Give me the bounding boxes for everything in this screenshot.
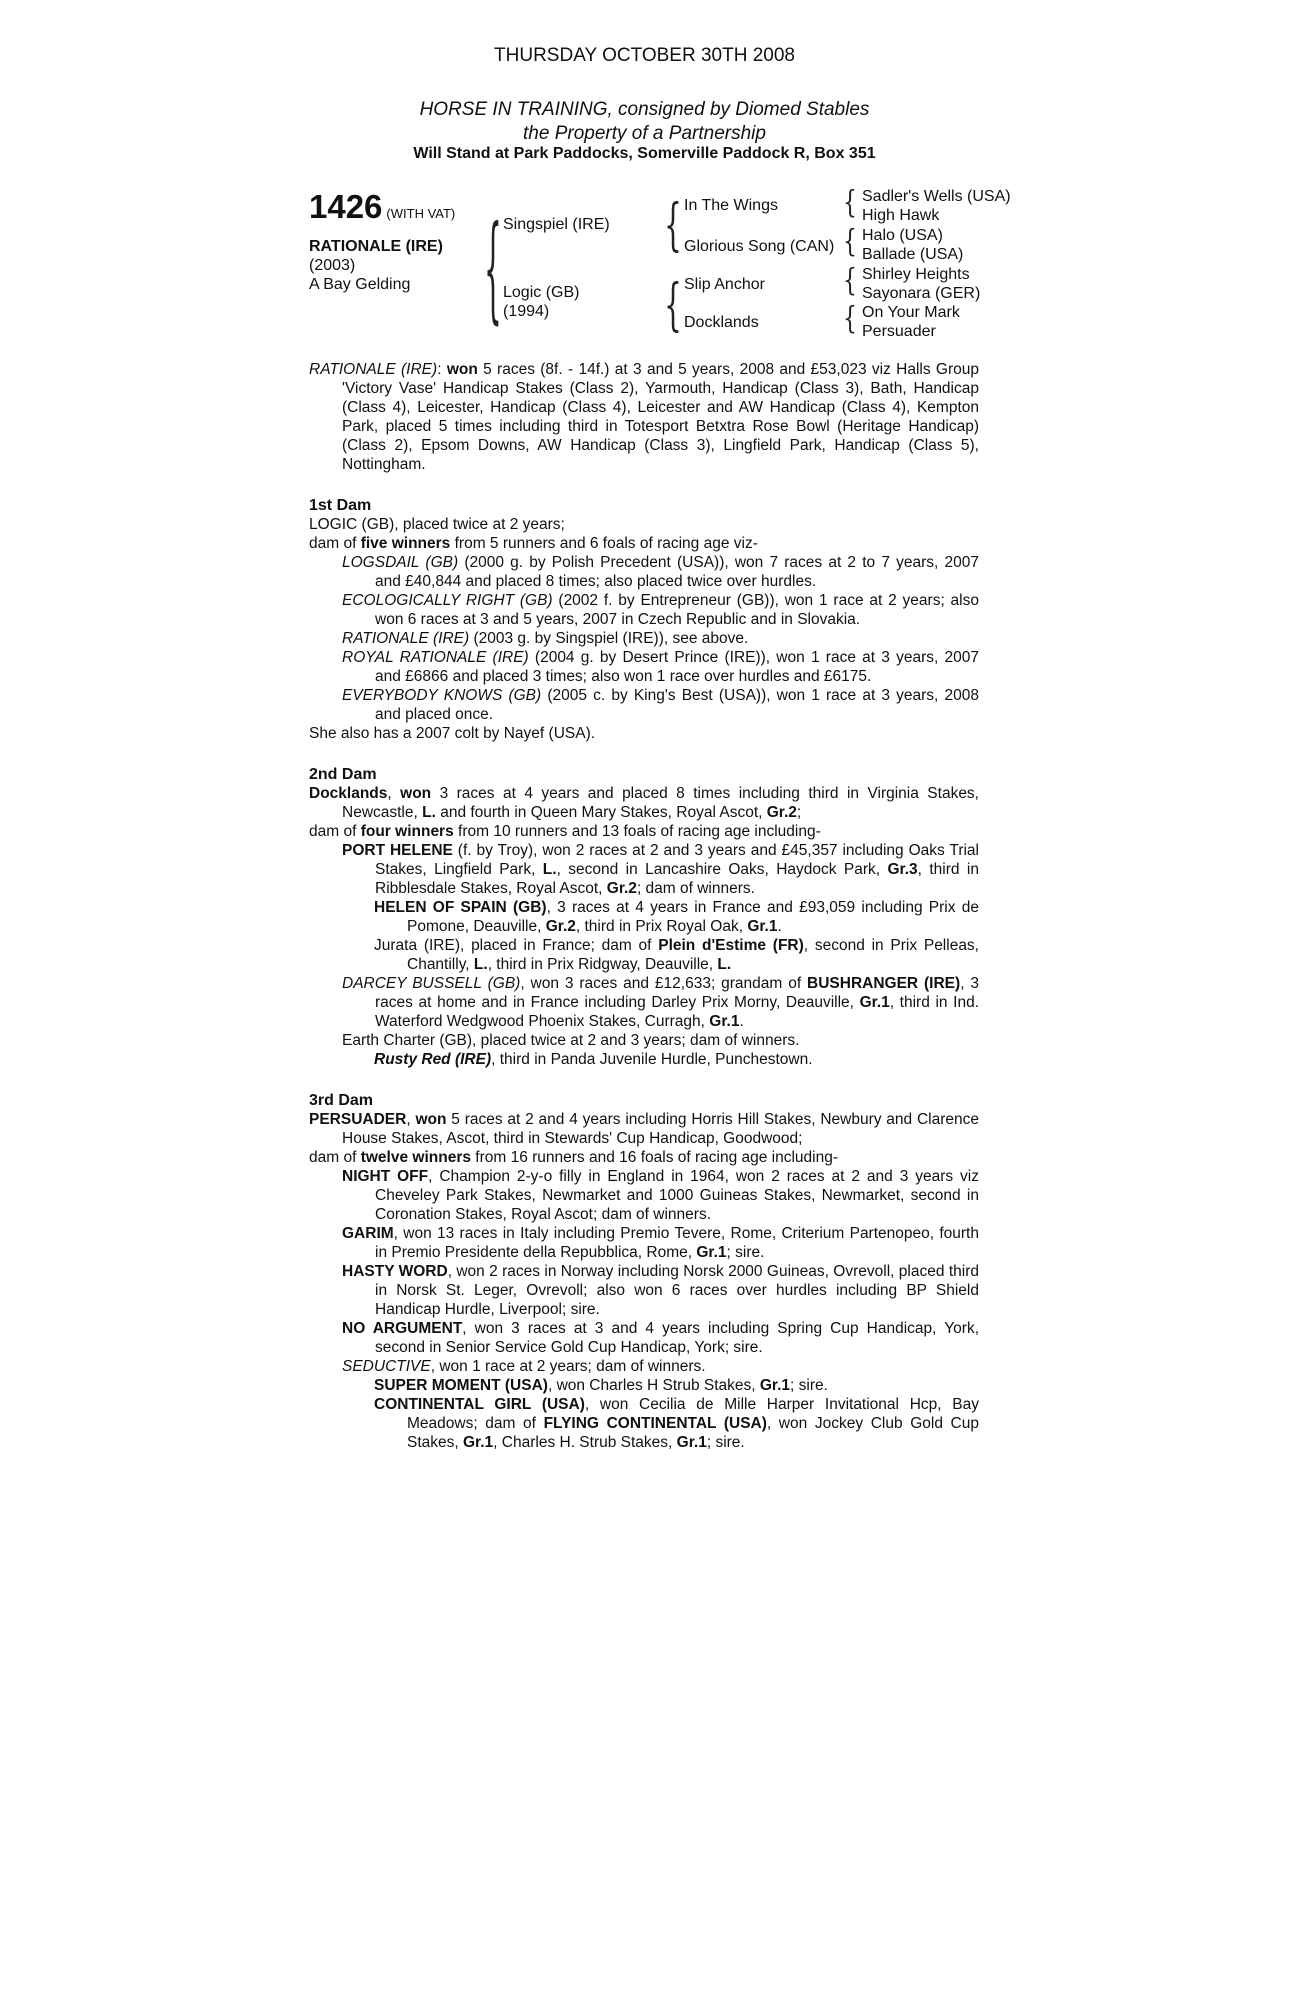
pedigree-dsd: Sayonara (GER) <box>862 285 981 302</box>
location-line: Will Stand at Park Paddocks, Somerville Paddock R, Box 351 <box>413 145 876 162</box>
produce-entry: EVERYBODY KNOWS (GB) (2005 c. by King's Best (USA)), won 1 race at 3 years, 2008 and placed once. <box>342 687 979 723</box>
pedigree-dam: Logic (GB) <box>503 284 580 301</box>
pedigree-dam-dam: Docklands <box>684 314 759 331</box>
first-dam-heading: 1st Dam <box>309 497 372 514</box>
third-dam-summary: PERSUADER, won 5 races at 2 and 4 years including Horris Hill Stakes, Newbury and Clarence House Stakes, Ascot, third in Stewards' Cup Handicap, Goodwood; <box>309 1111 979 1147</box>
sire-dam-brace: { <box>484 201 502 337</box>
pedigree-sds: Halo (USA) <box>862 227 943 244</box>
produce-entry: CONTINENTAL GIRL (USA), won Cecilia de Mille Harper Invitational Hcp, Bay Meadows; dam of FLYING CONTINENTAL (USA), won Jockey Club Gold Cup Stakes, Gr.1, Charles H. Strub Stakes, Gr.1; sire. <box>374 1396 979 1451</box>
produce-entry: RATIONALE (IRE) (2003 g. by Singspiel (IRE)), see above. <box>342 630 749 647</box>
brace-ss: { <box>843 186 857 221</box>
consignment-line: HORSE IN TRAINING, consigned by Diomed Stables <box>419 99 870 120</box>
produce-entry: Earth Charter (GB), placed twice at 2 and 3 years; dam of winners. <box>342 1032 800 1049</box>
brace-ds: { <box>843 264 857 299</box>
pedigree-sss: Sadler's Wells (USA) <box>862 188 1011 205</box>
produce-entry: GARIM, won 13 races in Italy including Premio Tevere, Rome, Criterium Partenopeo, fourth in Premio Presidente della Repubblica, Rome, Gr.1; sire. <box>342 1225 979 1261</box>
race-record: RATIONALE (IRE): won 5 races (8f. - 14f.) at 3 and 5 years, 2008 and £53,023 viz Halls Group 'Victory Vase' Handicap Stakes (Class 2), Yarmouth, Handicap (Class 3), Bath, Handicap (Class 4), Leicester, Handicap (Class 4), Leicester and AW Handicap (Class 4), Kempton Park, placed 5 times including third in Totesport Betxtra Rose Bowl (Heritage Handicap) (Class 2), Epsom Downs, AW Handicap (Class 3), Lingfield Park, Handicap (Class 5), Nottingham. <box>309 361 979 473</box>
produce-entry: SUPER MOMENT (USA), won Charles H Strub Stakes, Gr.1; sire. <box>374 1377 828 1394</box>
pedigree-dds: On Your Mark <box>862 304 960 321</box>
pedigree-sire-sire: In The Wings <box>684 197 778 214</box>
horse-description: A Bay Gelding <box>309 276 411 293</box>
second-dam-heading: 2nd Dam <box>309 766 377 783</box>
catalogue-body <box>309 360 979 1452</box>
second-dam-summary: Docklands, won 3 races at 4 years and placed 8 times including third in Virginia Stakes, Newcastle, L. and fourth in Queen Mary Stakes, Royal Ascot, Gr.2; <box>309 785 979 821</box>
foaling-year: (2003) <box>309 257 356 274</box>
produce-entry: SEDUCTIVE, won 1 race at 2 years; dam of winners. <box>342 1358 706 1375</box>
produce-entry: NO ARGUMENT, won 3 races at 3 and 4 years including Spring Cup Handicap, York, second in Senior Service Gold Cup Handicap, York; sire. <box>342 1320 980 1356</box>
dam-line-brace: { <box>664 272 682 338</box>
produce-entry: LOGSDAIL (GB) (2000 g. by Polish Precedent (USA)), won 7 races at 2 to 7 years, 2007 and £40,844 and placed 8 times; also placed twice over hurdles. <box>342 554 979 590</box>
horse-name: RATIONALE (IRE) <box>309 238 443 255</box>
pedigree-sire: Singspiel (IRE) <box>503 216 610 233</box>
property-line: the Property of a Partnership <box>523 123 766 144</box>
third-dam-heading: 3rd Dam <box>309 1092 374 1109</box>
first-dam-note: She also has a 2007 colt by Nayef (USA). <box>309 725 596 742</box>
pedigree-dam-year: (1994) <box>503 303 550 320</box>
pedigree-dam-sire: Slip Anchor <box>684 276 765 293</box>
lot-number <box>309 188 455 226</box>
produce-entry: PORT HELENE (f. by Troy), won 2 races at 2 and 3 years and £45,357 including Oaks Trial Stakes, Lingfield Park, L., second in Lancashire Oaks, Haydock Park, Gr.3, third in Ribblesdale Stakes, Royal Ascot, Gr.2; dam of winners. <box>342 842 979 897</box>
produce-entry: DARCEY BUSSELL (GB), won 3 races and £12,633; grandam of BUSHRANGER (IRE), 3 races at home and in France including Darley Prix Morny, Deauville, Gr.1, third in Ind. Waterford Wedgwood Phoenix Stakes, Curragh, Gr.1. <box>342 975 980 1030</box>
first-dam-summary: LOGIC (GB), placed twice at 2 years; <box>309 516 565 533</box>
first-dam-produce-intro: dam of five winners from 5 runners and 6 foals of racing age viz- <box>309 535 758 552</box>
sire-line-brace: { <box>664 192 682 258</box>
brace-dd: { <box>843 302 857 337</box>
pedigree-ddd: Persuader <box>862 323 936 340</box>
pedigree-ssd: High Hawk <box>862 207 940 224</box>
brace-sd: { <box>843 225 857 260</box>
lot-number-value: 1426 <box>309 188 383 225</box>
vat-note: (WITH VAT) <box>386 206 456 221</box>
pedigree-dss: Shirley Heights <box>862 266 970 283</box>
produce-entry: HELEN OF SPAIN (GB), 3 races at 4 years in France and £93,059 including Prix de Pomone, Deauville, Gr.2, third in Prix Royal Oak, Gr.1. <box>374 899 979 935</box>
produce-entry: Jurata (IRE), placed in France; dam of Plein d'Estime (FR), second in Prix Pelleas, Chantilly, L., third in Prix Ridgway, Deauville, L. <box>374 937 979 973</box>
second-dam-produce-intro: dam of four winners from 10 runners and 13 foals of racing age including- <box>309 823 821 840</box>
sale-date: THURSDAY OCTOBER 30TH 2008 <box>494 45 795 66</box>
produce-entry: NIGHT OFF, Champion 2-y-o filly in England in 1964, won 2 races at 2 and 3 years viz Cheveley Park Stakes, Newmarket and 1000 Guineas Stakes, Newmarket, second in Coronation Stakes, Royal Ascot; dam of winners. <box>342 1168 979 1223</box>
third-dam-produce-intro: dam of twelve winners from 16 runners and 16 foals of racing age including- <box>309 1149 839 1166</box>
produce-entry: ROYAL RATIONALE (IRE) (2004 g. by Desert Prince (IRE)), won 1 race at 3 years, 2007 and £6866 and placed 3 times; also won 1 race over hurdles and £6175. <box>342 649 980 685</box>
produce-entry: HASTY WORD, won 2 races in Norway including Norsk 2000 Guineas, Ovrevoll, placed third in Norsk St. Leger, Ovrevoll; also won 6 races over hurdles including BP Shield Handicap Hurdle, Liverpool; sire. <box>342 1263 979 1318</box>
produce-entry: Rusty Red (IRE), third in Panda Juvenile Hurdle, Punchestown. <box>374 1051 813 1068</box>
pedigree-sdd: Ballade (USA) <box>862 246 964 263</box>
pedigree-sire-dam: Glorious Song (CAN) <box>684 238 835 255</box>
produce-entry: ECOLOGICALLY RIGHT (GB) (2002 f. by Entrepreneur (GB)), won 1 race at 2 years; also won 6 races at 3 and 5 years, 2007 in Czech Republic and in Slovakia. <box>342 592 979 628</box>
